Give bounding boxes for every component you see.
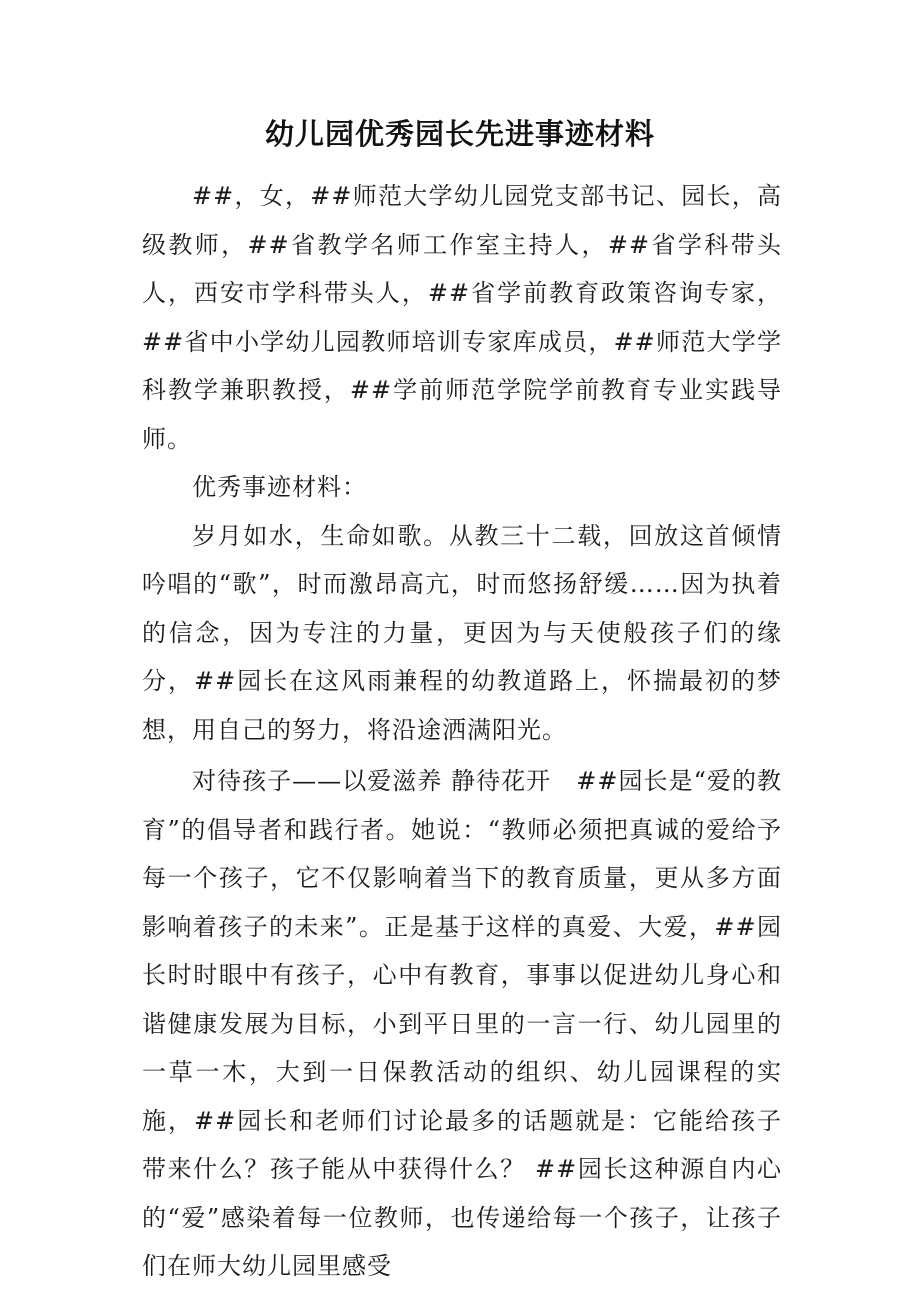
- document-body: [142, 172, 782, 1291]
- paragraph-overview: 岁月如水，生命如歌。从教三十二载，回放这首倾情吟唱的“歌”，时而激昂高亢，时而悠扬舒缓……因为执着的信念，因为专注的力量，更因为与天使般孩子们的缘分，##园长在这风雨兼程的幼教道路上，怀揣最初的梦想，用自己的努力，将沿途洒满阳光。: [142, 521, 782, 744]
- paragraph-section-heading: 优秀事迹材料：: [192, 473, 367, 501]
- paragraph-children: 对待孩子——以爱滋养 静待花开 ##园长是“爱的教育”的倡导者和践行者。她说：“教师必须把真诚的爱给予每一个孩子，它不仅影响着当下的教育质量，更从多方面影响着孩子的未来”。正是基于这样的真爱、大爱，##园长时时眼中有孩子，心中有教育，事事以促进幼儿身心和谐健康发展为目标，小到平日里的一言一行、幼儿园里的一草一木，大到一日保教活动的组织、幼儿园课程的实施，##园长和老师们讨论最多的话题就是：它能给孩子带来什么？孩子能从中获得什么？ ##园长这种源自内心的“爱”感染着每一位教师，也传递给每一个孩子，让孩子们在师大幼儿园里感受: [142, 767, 782, 1280]
- paragraph-intro: ##，女，##师范大学幼儿园党支部书记、园长，高级教师，##省教学名师工作室主持人，##省学科带头人，西安市学科带头人，##省学前教育政策咨询专家，##省中小学幼儿园教师培训专家库成员，##师范大学学科教学兼职教授，##学前师范学院学前教育专业实践导师。: [142, 182, 782, 453]
- document-title: 幼儿园优秀园长先进事迹材料: [264, 117, 655, 151]
